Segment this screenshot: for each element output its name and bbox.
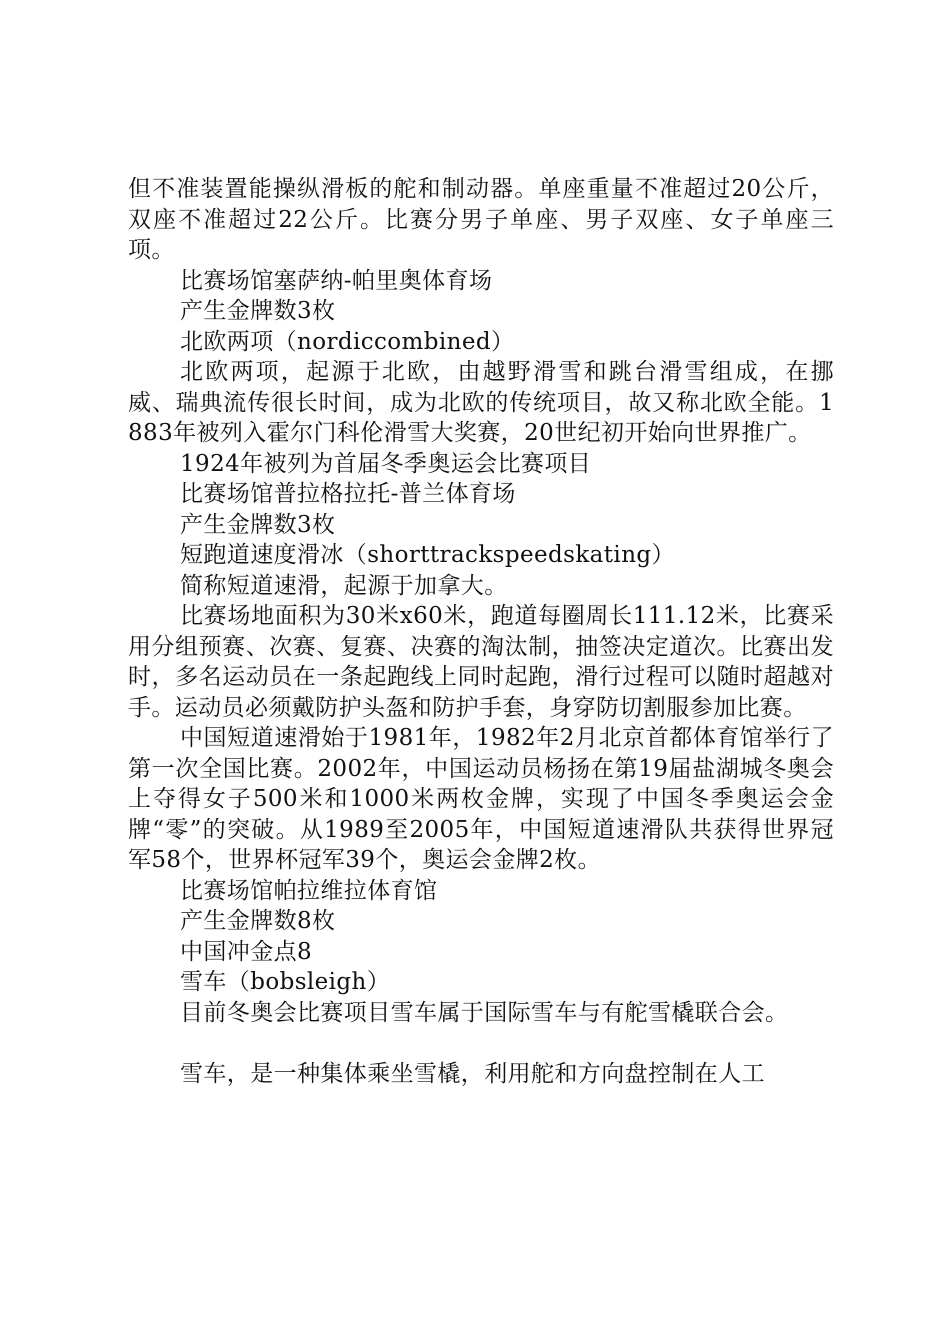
- paragraph-bobsleigh-federation: 目前冬奥会比赛项目雪车属于国际雪车与有舵雪橇联合会。: [180, 999, 789, 1026]
- paragraph-short-track-medals: 产生金牌数8枚: [180, 908, 336, 934]
- document-body: [128, 174, 834, 1089]
- paragraph-short-track-venue: 比赛场馆帕拉维拉体育馆: [180, 877, 438, 904]
- paragraph-nordic-olympic-debut: 1924年被列为首届冬季奥运会比赛项目: [180, 450, 592, 477]
- paragraph-luge-rules: 但不准装置能操纵滑板的舵和制动器。单座重量不准超过20公斤，双座不准超过22公斤。比赛分男子单座、男子双座、女子单座三项。: [128, 176, 834, 263]
- paragraph-short-track-china-gold: 中国冲金点8: [180, 938, 313, 965]
- paragraph-bobsleigh-description: 雪车，是一种集体乘坐雪橇，利用舵和方向盘控制在人工: [180, 1060, 765, 1087]
- heading-bobsleigh: 雪车（bobsleigh）: [180, 969, 391, 995]
- paragraph-short-track-china: 中国短道速滑始于1981年，1982年2月北京首都体育馆举行了第一次全国比赛。2002年，中国运动员杨扬在第19届盐湖城冬奥会上夺得女子500米和1000米两枚金牌，实现了中国冬季奥运会金牌“零”的突破。从1989至2005年，中国短道速滑队共获得世界冠军58个，世界杯冠军39个，奥运会金牌2枚。: [128, 725, 834, 873]
- blank-line: [128, 1028, 834, 1059]
- paragraph-short-track-origin: 简称短道速滑，起源于加拿大。: [180, 572, 508, 599]
- paragraph-nordic-medals: 产生金牌数3枚: [180, 511, 336, 538]
- paragraph-luge-venue: 比赛场馆塞萨纳-帕里奥体育场: [180, 267, 493, 294]
- heading-short-track: 短跑道速度滑冰（shorttrackspeedskating）: [180, 542, 675, 568]
- paragraph-nordic-venue: 比赛场馆普拉格拉托-普兰体育场: [180, 481, 516, 507]
- paragraph-short-track-rules: 比赛场地面积为30米x60米，跑道每圈周长111.12米，比赛采用分组预赛、次赛、复赛、决赛的淘汰制，抽签决定道次。比赛出发时，多名运动员在一条起跑线上同时起跑，滑行过程可以随时超越对手。运动员必须戴防护头盔和防护手套，身穿防切割服参加比赛。: [128, 603, 834, 721]
- heading-nordic-combined: 北欧两项（nordiccombined）: [180, 328, 515, 355]
- paragraph-luge-medals: 产生金牌数3枚: [180, 298, 336, 324]
- paragraph-nordic-origin: 北欧两项，起源于北欧，由越野滑雪和跳台滑雪组成，在挪威、瑞典流传很长时间，成为北欧的传统项目，故又称北欧全能。1883年被列入霍尔门科伦滑雪大奖赛，20世纪初开始向世界推广。: [128, 359, 834, 446]
